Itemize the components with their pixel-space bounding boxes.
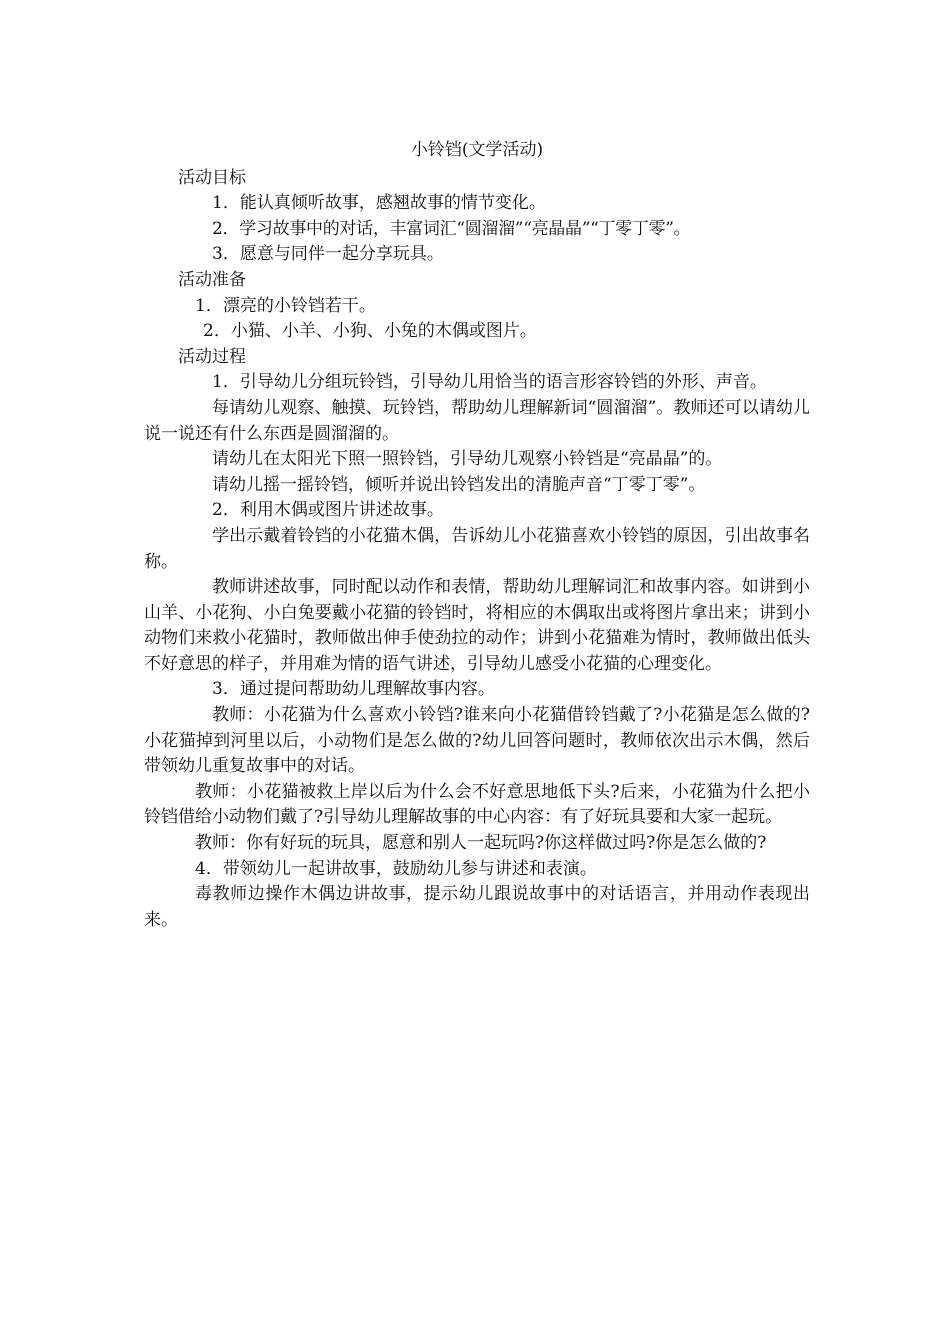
document-title: 小铃铛(文学活动)	[410, 140, 544, 160]
process-step-2-paragraph-b: 教师讲述故事，同时配以动作和表情，帮助幼儿理解词汇和故事内容。如讲到小山羊、小花狗、小白兔要戴小花猫的铃铛时，将相应的木偶取出或将图片拿出来；讲到小动物们来救小花猫时，教师做出伸手使劲拉的动作；讲到小花猫难为情时，教师做出低头不好意思的样子，并用难为情的语气讲述，引导幼儿感受小花猫的心理变化。	[144, 577, 810, 674]
process-step-4: 4．带领幼儿一起讲故事，鼓励幼儿参与讲述和表演。	[195, 858, 597, 879]
document-page	[144, 138, 810, 933]
process-step-1: 1．引导幼儿分组玩铃铛，引导幼儿用恰当的语言形容铃铛的外形、声音。	[212, 372, 767, 393]
goal-item-3: 3．愿意与同伴一起分享玩具。	[212, 244, 444, 265]
process-step-2-paragraph-a: 学出示戴着铃铛的小花猫木偶，告诉幼儿小花猫喜欢小铃铛的原因，引出故事名称。	[144, 525, 810, 572]
section-heading-process: 活动过程	[178, 346, 246, 367]
section-heading-preparation: 活动准备	[178, 269, 246, 290]
process-step-3-paragraph-a: 教师：小花猫为什么喜欢小铃铛?谁来向小花猫借铃铛戴了?小花猫是怎么做的?小花猫掉到河里以后，小动物们是怎么做的?幼儿回答问题时，教师依次出示木偶，然后带领幼儿重复故事中的对话。	[144, 705, 810, 777]
process-step-4-paragraph-a: 毒教师边操作木偶边讲故事，提示幼儿跟说故事中的对话语言，并用动作表现出来。	[144, 884, 810, 930]
prep-item-1: 1．漂亮的小铃铛若干。	[195, 295, 376, 316]
section-heading-goals: 活动目标	[178, 167, 246, 188]
prep-item-2: 2．小猫、小羊、小狗、小兔的木偶或图片。	[203, 321, 537, 342]
process-step-1-paragraph-b: 请幼儿在太阳光下照一照铃铛，引导幼儿观察小铃铛是“亮晶晶”的。	[212, 449, 723, 470]
goal-item-1: 1．能认真倾听故事，感翘故事的情节变化。	[212, 193, 546, 214]
process-step-3-paragraph-b: 教师：小花猫被救上岸以后为什么会不好意思地低下头?后来，小花猫为什么把小铃铛借给小动物们戴了?引导幼儿理解故事的中心内容：有了好玩具要和大家一起玩。	[144, 781, 810, 828]
goal-item-2: 2．学习故事中的对话，丰富词汇“圆溜溜”“亮晶晶”“丁零丁零”。	[212, 218, 691, 239]
process-step-2: 2．利用木偶或图片讲述故事。	[212, 500, 444, 521]
process-step-3: 3．通过提问帮助幼儿理解故事内容。	[212, 679, 495, 700]
process-step-1-paragraph-a: 每请幼儿观察、触摸、玩铃铛，帮助幼儿理解新词“圆溜溜”。教师还可以请幼儿说一说还有什么东西是圆溜溜的。	[144, 397, 810, 444]
process-step-1-paragraph-c: 请幼儿摇一摇铃铛，倾听并说出铃铛发出的清脆声音“丁零丁零”。	[212, 474, 706, 495]
process-step-3-paragraph-c: 教师：你有好玩的玩具，愿意和别人一起玩吗?你这样做过吗?你是怎么做的?	[195, 833, 767, 854]
